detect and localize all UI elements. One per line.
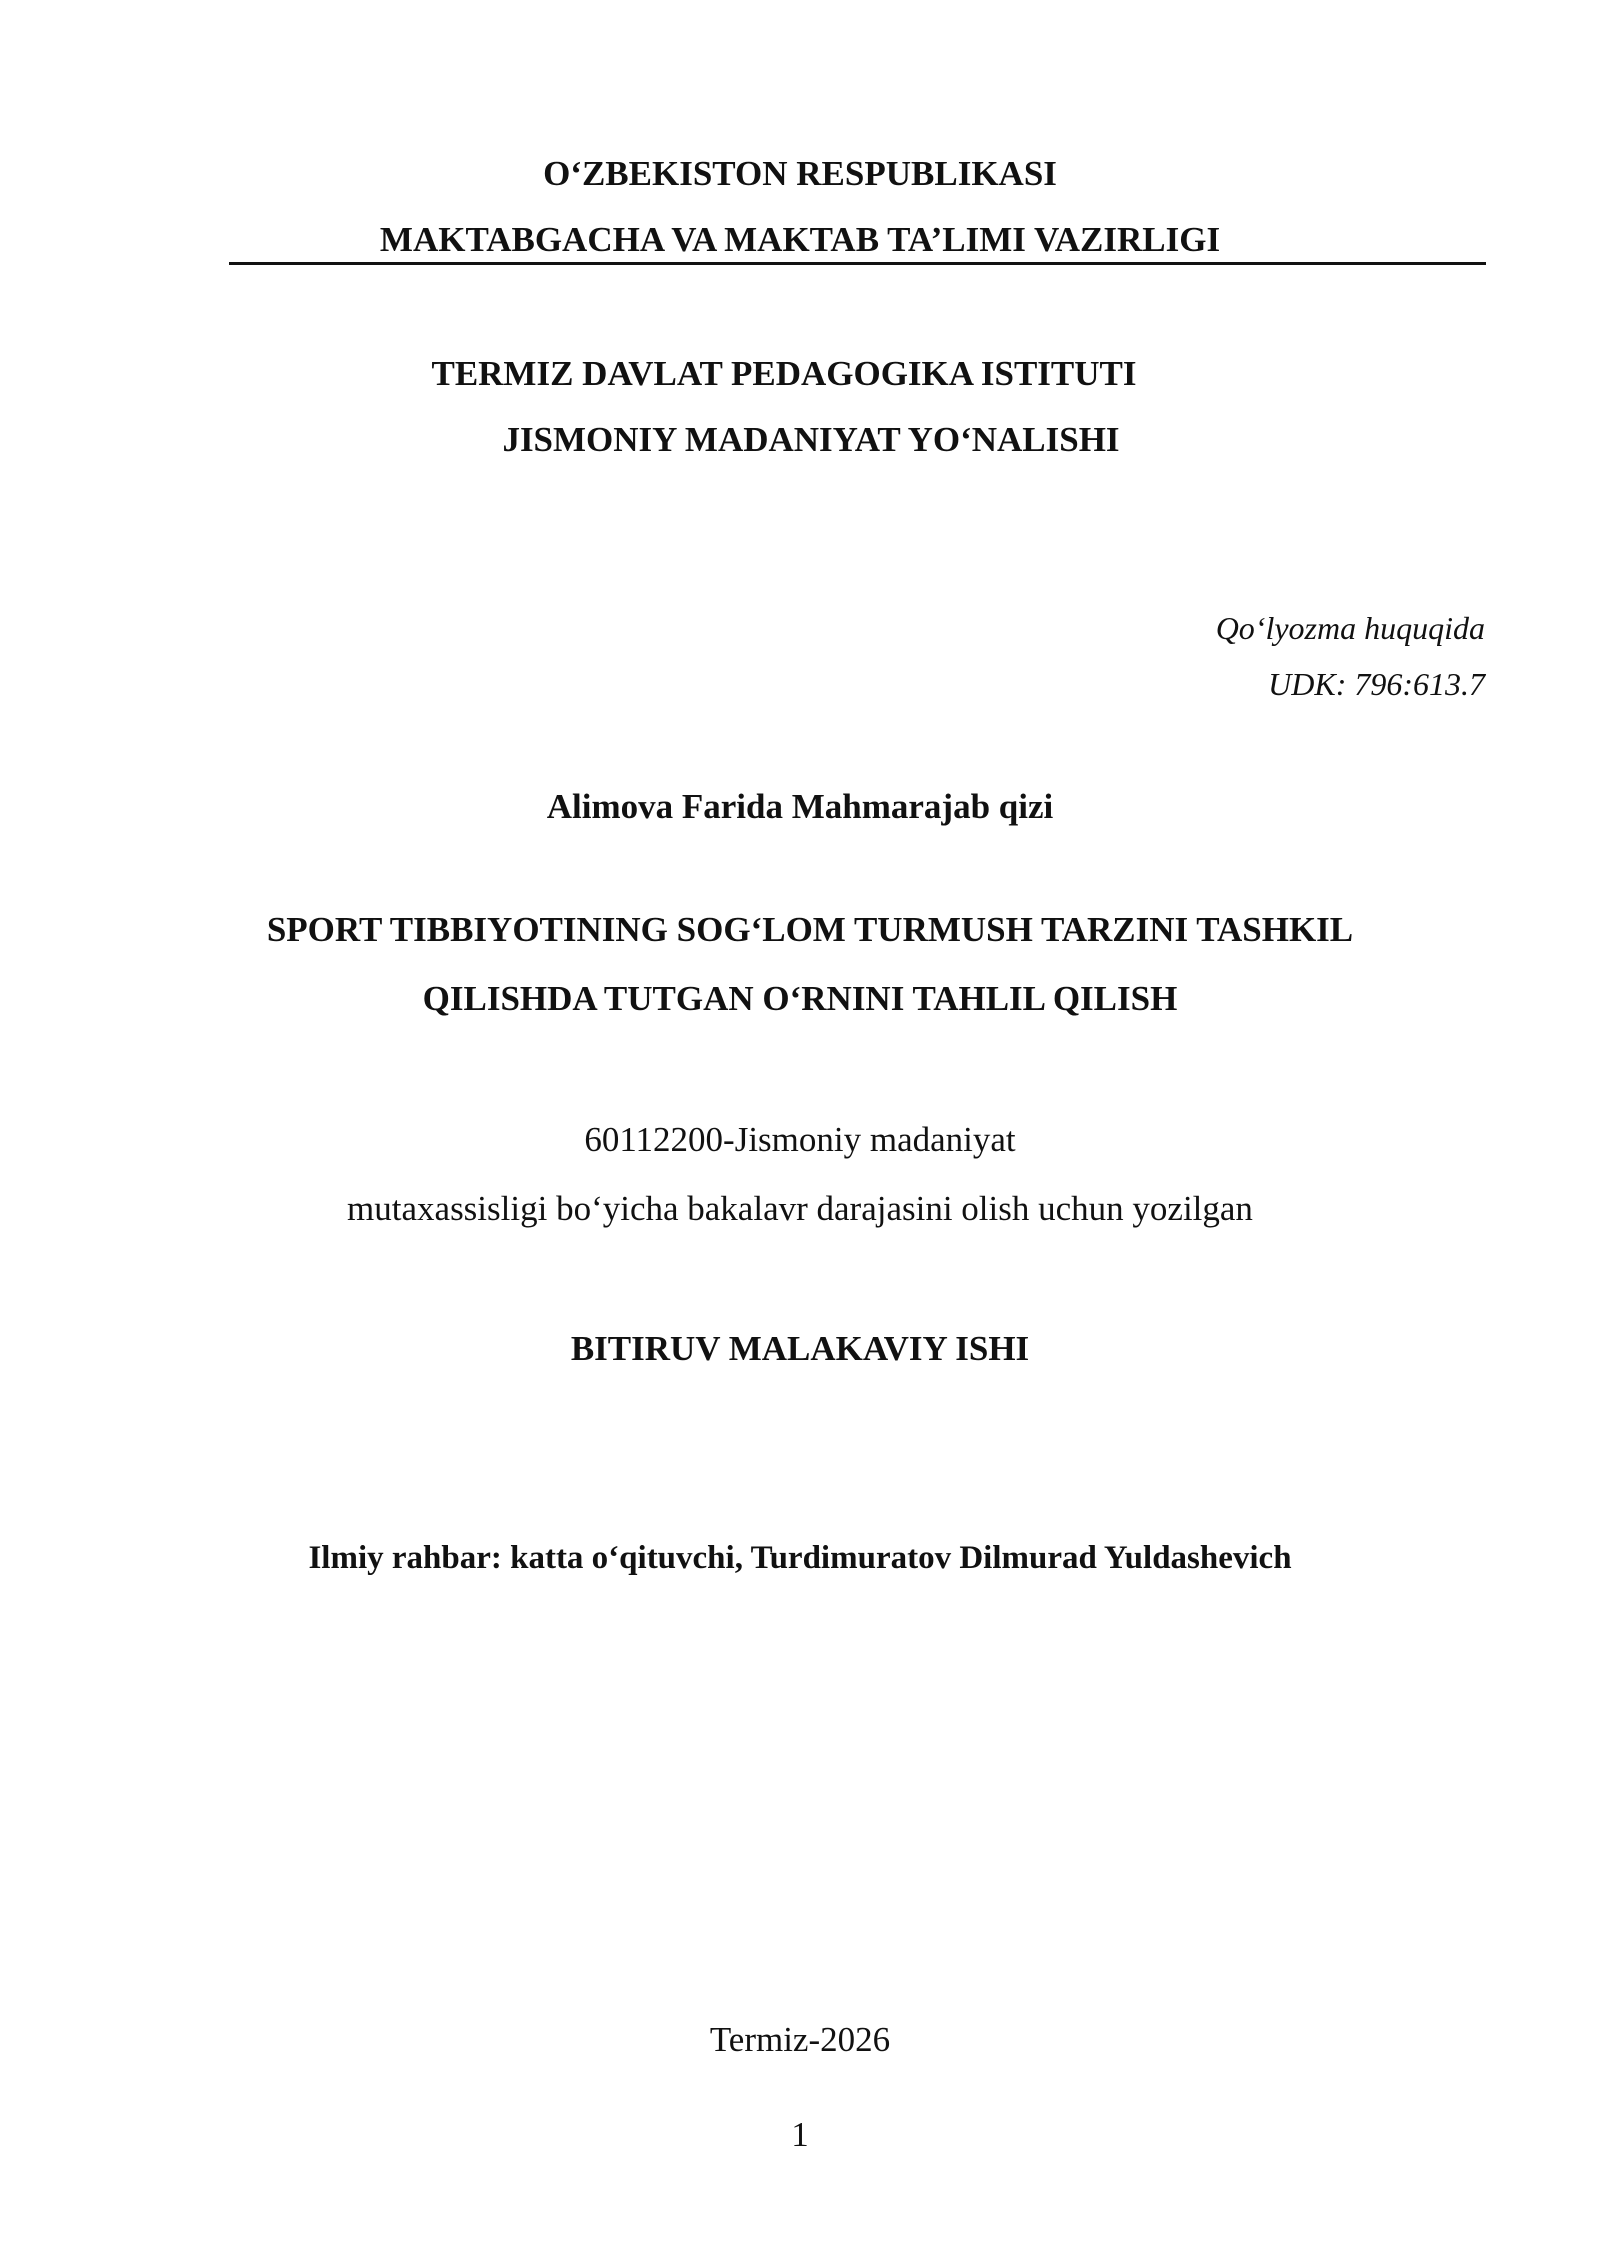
header-divider	[229, 262, 1486, 265]
degree-purpose: mutaxassisligi bo‘yicha bakalavr darajasini olish uchun yozilgan	[347, 1189, 1253, 1228]
supervisor-line: Ilmiy rahbar: katta o‘qituvchi, Turdimuratov Dilmurad Yuldashevich	[308, 1540, 1292, 1576]
ministry-heading: MAKTABGACHA VA MAKTAB TA’LIMI VAZIRLIGI	[379, 220, 1221, 259]
department-name: JISMONIY MADANIYAT YO‘NALISHI	[502, 420, 1120, 459]
country-heading: O‘ZBEKISTON RESPUBLIKASI	[543, 154, 1057, 193]
thesis-title-line-2: QILISHDA TUTGAN O‘RNINI TAHLIL QILISH	[422, 979, 1178, 1018]
page-number: 1	[791, 2115, 809, 2154]
place-and-year: Termiz-2026	[709, 2020, 891, 2059]
udk-code: UDK: 796:613.7	[1268, 666, 1485, 702]
author-name: Alimova Farida Mahmarajab qizi	[546, 787, 1054, 826]
work-type: BITIRUV MALAKAVIY ISHI	[570, 1329, 1030, 1368]
thesis-title-line-1: SPORT TIBBIYOTINING SOG‘LOM TURMUSH TARZINI TASHKIL	[266, 910, 1354, 949]
institution-name: TERMIZ DAVLAT PEDAGOGIKA ISTITUTI	[431, 354, 1137, 393]
manuscript-rights-notice: Qo‘lyozma huquqida	[1215, 610, 1485, 646]
specialty-code: 60112200-Jismoniy madaniyat	[584, 1120, 1016, 1159]
